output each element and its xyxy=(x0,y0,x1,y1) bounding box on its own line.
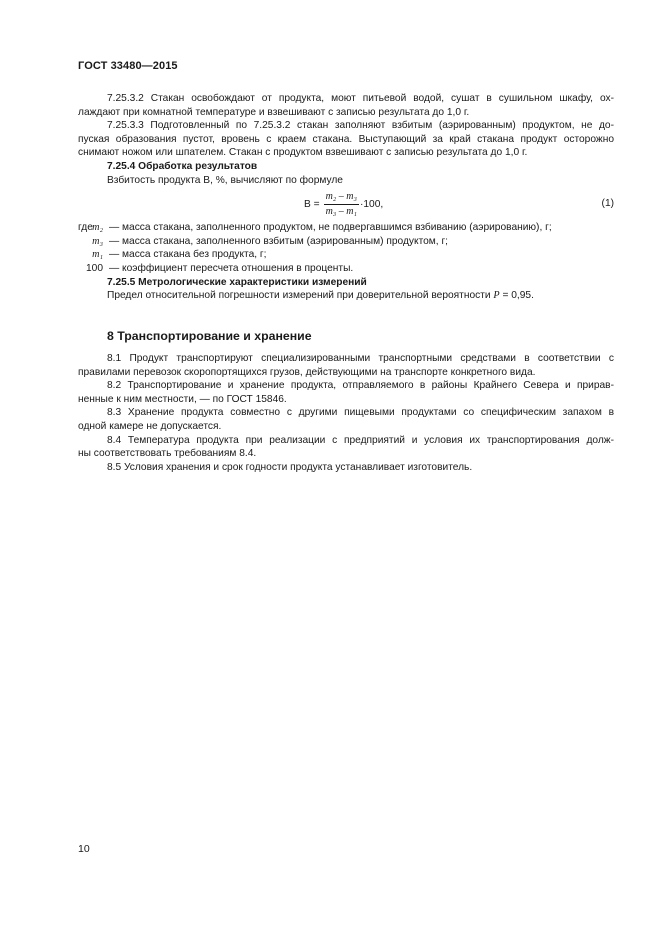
paragraph-8-1-line-2: правилами перевозок скоропортящихся грузов, действующими на транспорте конкретного вида. xyxy=(78,366,536,378)
paragraph-8-2-line-1: 8.2 Транспортирование и хранение продукта, отправляемого в районы Крайнего Севера и прирав- xyxy=(107,380,614,392)
legend-symbol: 100 xyxy=(86,262,103,274)
paragraph-7-25-3-2-line-2: лаждают при комнатной температуре и взвешивают с записью результата до 1,0 г. xyxy=(78,106,470,118)
paragraph-8-4-line-2: ны соответствовать требованиям 8.4. xyxy=(78,448,257,460)
paragraph-7-25-5 xyxy=(78,289,614,303)
formula-denominator: m₃ – m₁ xyxy=(325,206,357,218)
paragraph-8-1-line-1: 8.1 Продукт транспортируют специализированными транспортными средствами в соответствии с xyxy=(107,353,614,364)
formula-numerator: m₂ – m₃ xyxy=(324,191,359,205)
legend-row-m3 xyxy=(78,235,614,249)
page-number: 10 xyxy=(78,843,90,855)
section-8-title: 8 Транспортирование и хранение xyxy=(107,329,312,343)
legend-row-100 xyxy=(78,262,614,276)
paragraph-7-25-3-2-line-1: 7.25.3.2 Стакан освобождают от продукта, моют питьевой водой, сушат в сушильном шкафу, ох- xyxy=(107,93,614,104)
legend-text: — масса стакана, заполненного продуктом, не подвергавшимся взбиванию (аэрированию), г; xyxy=(109,222,552,234)
legend-text: — масса стакана, заполненного взбитым (аэрированным) продуктом, г; xyxy=(109,235,448,247)
probability-symbol: Р xyxy=(493,290,500,302)
formula xyxy=(304,191,383,218)
legend-row-m2 xyxy=(78,221,614,235)
legend-symbol: m₂ xyxy=(92,222,103,234)
subsection-heading-7-25-5: 7.25.5 Метрологические характеристики измерений xyxy=(107,276,367,288)
legend-row-m1 xyxy=(78,248,614,262)
paragraph-7-25-3-3-line-2: пуская образования пустот, вровень с краем стакана. Выступающий за край стакана продукт осторожно xyxy=(78,133,614,145)
paragraph-8-2-line-2: ненные к ним местности, — по ГОСТ 15846. xyxy=(78,393,287,405)
legend-symbol: m₃ xyxy=(92,235,103,247)
section-8-block xyxy=(78,330,614,344)
document-header: ГОСТ 33480—2015 xyxy=(78,60,178,72)
formula-lhs: В = xyxy=(304,198,320,210)
legend-where-word: где xyxy=(78,222,93,234)
legend-text: — масса стакана без продукта, г; xyxy=(109,249,267,261)
formula-fraction xyxy=(324,191,359,218)
section-8-body xyxy=(78,352,614,474)
section-7-block xyxy=(78,92,614,303)
formula-row xyxy=(78,187,614,221)
paragraph-8-3-line-1: 8.3 Хранение продукта совместно с другими пищевыми продуктами со специфическим запахом в xyxy=(107,407,614,419)
paragraph-7-25-3-3-line-1: 7.25.3.3 Подготовленный по 7.25.3.2 стакан заполняют взбитым (аэрированным) продуктом, не до- xyxy=(107,120,614,132)
paragraph-7-25-3-3-line-3: снимают ножом или шпателем. Стакан с продуктом взвешивают с записью результата до 1,0 г. xyxy=(78,147,528,159)
formula-intro: Взбитость продукта В, %, вычисляют по формуле xyxy=(107,174,343,186)
paragraph-8-5: 8.5 Условия хранения и срок годности продукта устанавливает изготовитель. xyxy=(107,461,473,473)
paragraph-7-25-5-prefix: Предел относительной погрешности измерений при доверительной вероятности xyxy=(107,290,494,302)
formula-tail: ·100, xyxy=(359,198,384,210)
paragraph-8-3-line-2: одной камере не допускается. xyxy=(78,420,222,432)
legend-symbol: m₁ xyxy=(92,249,103,261)
paragraph-7-25-5-suffix: = 0,95. xyxy=(499,290,534,302)
equation-number: (1) xyxy=(601,198,614,210)
paragraph-8-4-line-1: 8.4 Температура продукта при реализации с предприятий и условия их транспортирования долж- xyxy=(107,434,614,446)
legend-text: — коэффициент пересчета отношения в проценты. xyxy=(109,262,354,274)
subsection-heading-7-25-4: 7.25.4 Обработка результатов xyxy=(107,160,258,172)
